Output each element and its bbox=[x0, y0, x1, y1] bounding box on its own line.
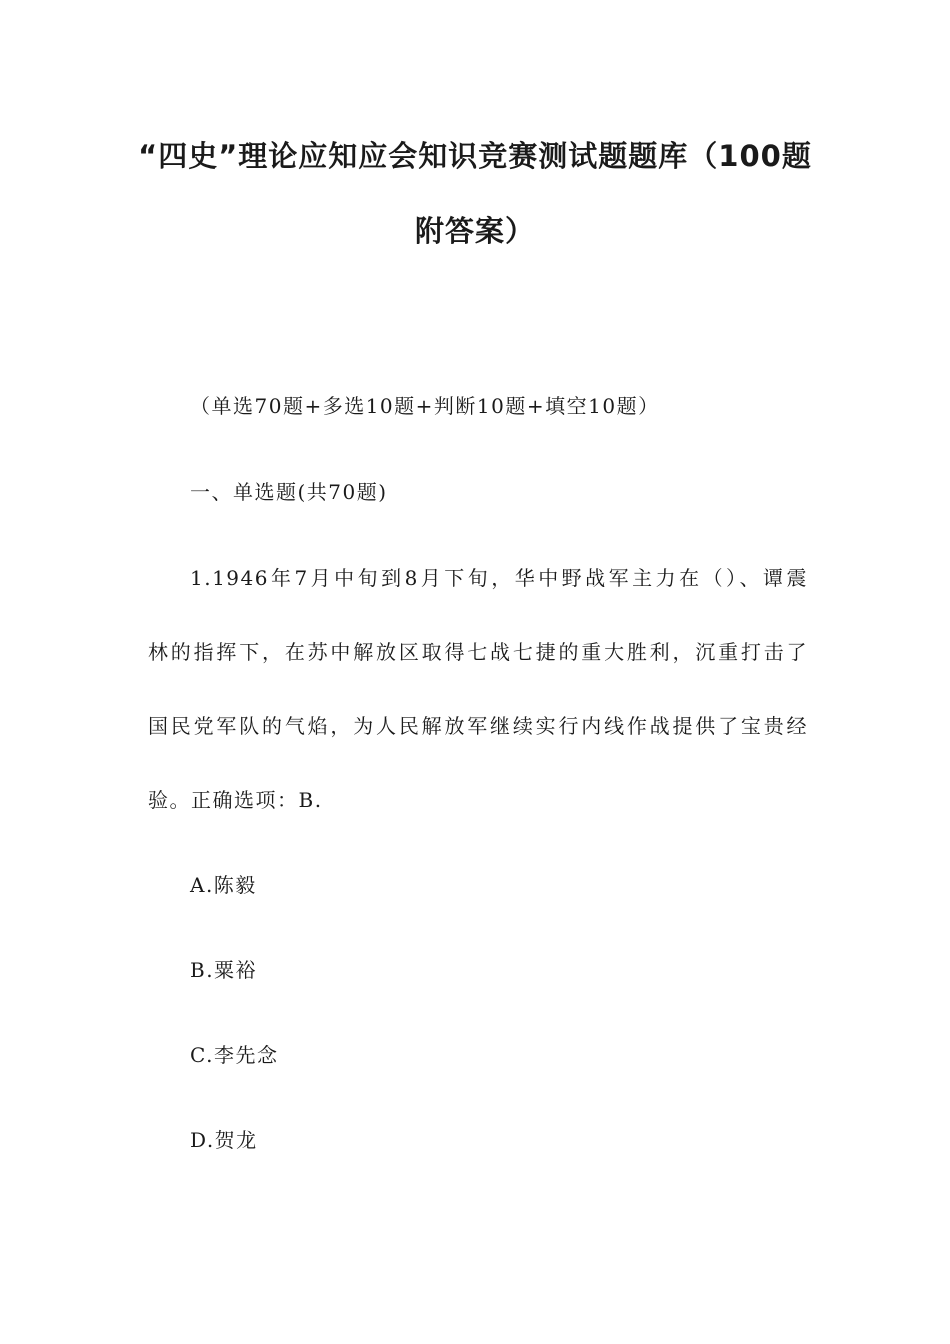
question-1-line-1: 1.1946年7月中旬到8月下旬，华中野战军主力在（）、谭震 bbox=[190, 566, 808, 590]
document-title-line-2: 附答案） bbox=[414, 214, 535, 248]
option-a: A.陈毅 bbox=[190, 873, 257, 897]
question-summary: （单选70题+多选10题+判断10题+填空10题） bbox=[190, 394, 660, 418]
document-title-line-1: “四史”理论应知应会知识竞赛测试题题库（100题 bbox=[138, 139, 812, 173]
option-d: D.贺龙 bbox=[190, 1128, 258, 1152]
question-1-line-3: 国民党军队的气焰，为人民解放军继续实行内线作战提供了宝贵经 bbox=[148, 714, 808, 738]
option-b: B.粟裕 bbox=[190, 958, 258, 982]
option-c: C.李先念 bbox=[190, 1043, 279, 1067]
question-1-line-2: 林的指挥下，在苏中解放区取得七战七捷的重大胜利，沉重打击了 bbox=[148, 640, 808, 664]
section-heading: 一、单选题(共70题) bbox=[190, 480, 388, 504]
question-1-line-4: 验。正确选项：B. bbox=[148, 788, 323, 812]
